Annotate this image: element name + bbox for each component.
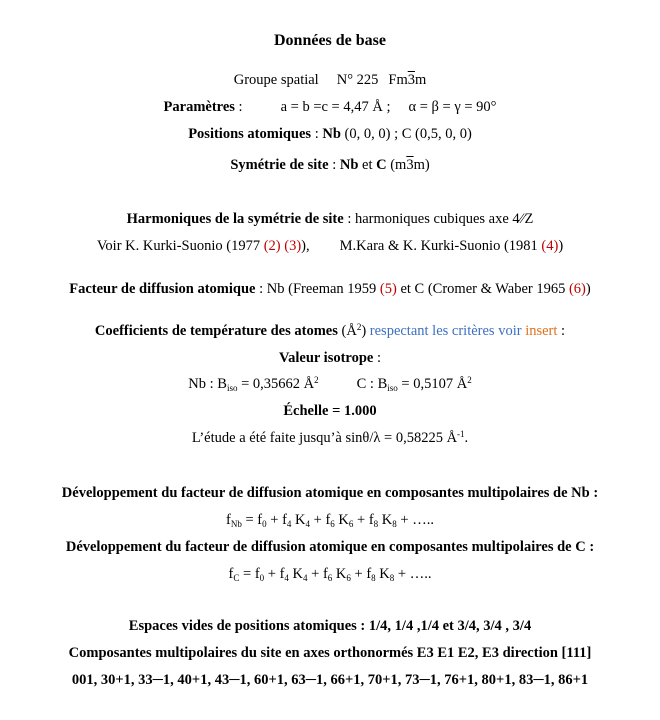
reference-6: (6) <box>568 281 586 297</box>
c-formula: $f_C = f_0 + f_4$ $K_4 + f_6$ $K_6 + f_8$ $K_8$ + ….. <box>228 566 432 583</box>
multipolar-components-heading: Composantes multipolaires du site en axes orthonormés E3 E1 E2, E3 direction [111] <box>68 645 592 661</box>
reference-3: (3) <box>284 238 302 254</box>
reference-2: (2) <box>263 238 281 254</box>
reference-5: (5) <box>379 281 397 297</box>
positions-line: Positions atomiques : Nb (0, 0, 0) ; C (0,5, 0, 0) <box>188 126 472 142</box>
harmonics-line: Harmoniques de la symétrie de site : harmoniques cubiques axe 4∕∕Z <box>126 211 534 227</box>
page-title: Données de base <box>273 32 386 49</box>
isotropic-value-heading: Valeur isotrope : <box>278 350 382 366</box>
empty-spaces-line: Espaces vides de positions atomiques : 1/4, 1/4 ,1/4 et 3/4, 3/4 , 3/4 <box>128 618 532 634</box>
scale-line: Échelle = 1.000 <box>283 403 377 419</box>
nb-development-heading: Développement du facteur de diffusion atomique en composantes multipolaires de Nb : <box>61 485 599 501</box>
reference-4: (4) <box>541 238 559 254</box>
nb-formula: $f_{Nb} = f_0 + f_4$ $K_4 + f_6$ $K_6 + f_8$ $K_8$ + ….. <box>226 512 434 529</box>
multipolar-components-list: 001, 30+1, 33─1, 40+1, 43─1, 60+1, 63─1, 66+1, 70+1, 73─1, 76+1, 80+1, 83─1, 86+1 <box>71 672 589 688</box>
insert-link: insert <box>525 323 558 339</box>
site-symmetry-line: Symétrie de site : Nb et C (m3m) <box>230 157 430 173</box>
c-development-heading: Développement du facteur de diffusion atomique en composantes multipolaires de C : <box>65 539 595 555</box>
scattering-factor-line: Facteur de diffusion atomique : Nb (Freeman 1959 (5) et C (Cromer & Waber 1965 (6)) <box>69 281 591 297</box>
biso-values-line: Nb : $B_{iso} = 0,35662$ $Å^2$ C : $B_{iso} = 0,5107$ $Å^2$ <box>188 375 472 393</box>
references-line: Voir K. Kurki-Suonio (1977 (2) (3)), M.Kara & K. Kurki-Suonio (1981 (4)) <box>96 238 564 254</box>
space-group-line: Groupe spatial N° 225 Fm3m <box>233 72 427 88</box>
parameters-line: Paramètres : a = b =c = 4,47 Å ; α = β = γ = 90° <box>163 99 497 115</box>
study-range-line: L’étude a été faite jusqu’à sinθ/λ = 0,58225 $Å^{-1}$. <box>191 429 469 446</box>
temperature-coefficients-line: Coefficients de température des atomes $(Å^2)$ respectant les critères voir insert : <box>94 322 566 339</box>
